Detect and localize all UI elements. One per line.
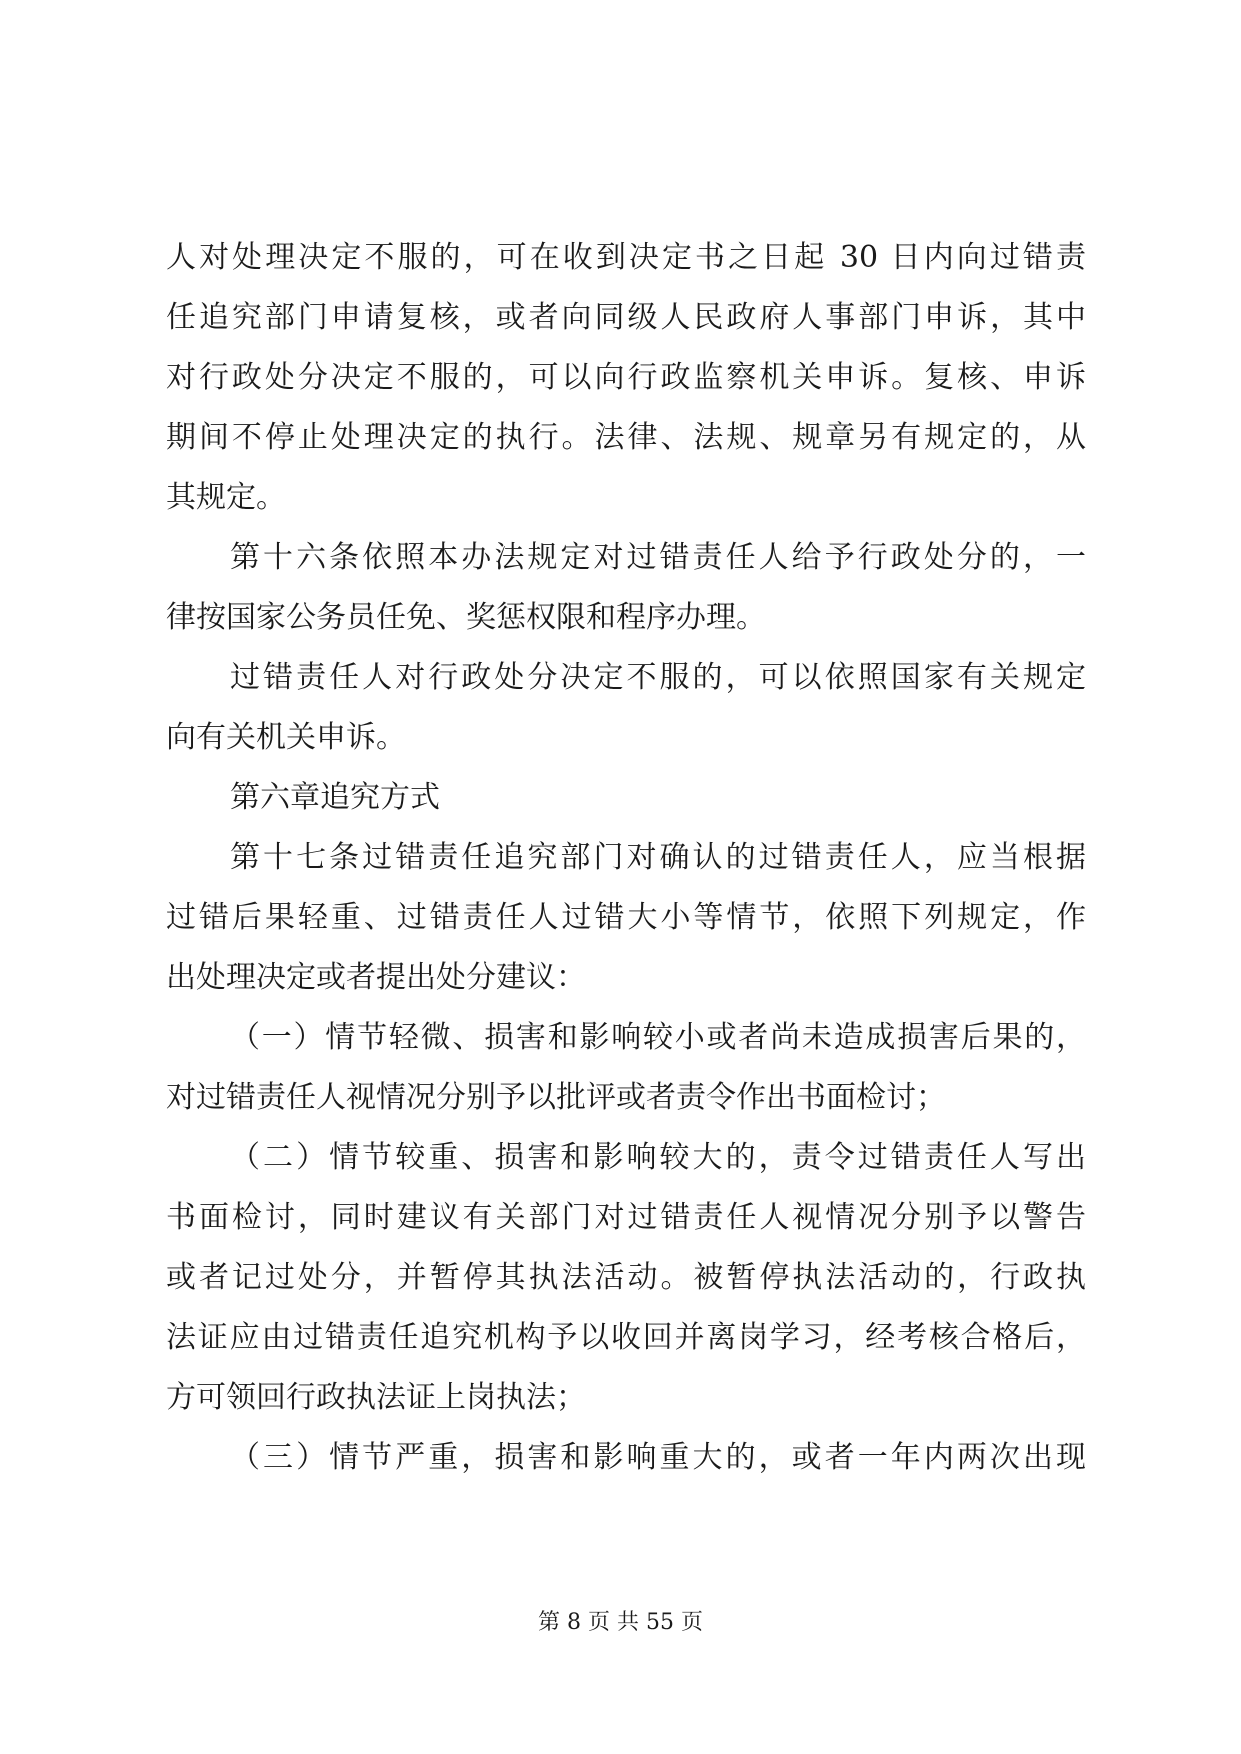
article-17-line-3: 出处理决定或者提出处分建议： [166, 960, 586, 995]
item-2-line-1: （二）情节较重、损害和影响较大的，责令过错责任人写出 [230, 1140, 1086, 1175]
item-3-line-1: （三）情节严重，损害和影响重大的，或者一年内两次出现 [230, 1440, 1086, 1475]
chapter-heading: 第六章追究方式 [230, 780, 440, 815]
item-2-line-4: 法证应由过错责任追究机构予以收回并离岗学习，经考核合格后， [166, 1320, 1086, 1355]
text-line-2: 任追究部门申请复核，或者向同级人民政府人事部门申诉，其中 [166, 300, 1086, 335]
item-1-line-2: 对过错责任人视情况分别予以批评或者责令作出书面检讨； [166, 1080, 946, 1115]
text-line-5: 其规定。 [166, 480, 286, 515]
text-line-4: 期间不停止处理决定的执行。法律、法规、规章另有规定的，从 [166, 420, 1086, 455]
item-2-line-2: 书面检讨，同时建议有关部门对过错责任人视情况分别予以警告 [166, 1200, 1086, 1235]
article-17-line-2: 过错后果轻重、过错责任人过错大小等情节，依照下列规定，作 [166, 900, 1086, 935]
appeal-line-1: 过错责任人对行政处分决定不服的，可以依照国家有关规定 [230, 660, 1086, 695]
article-16-line-2: 律按国家公务员任免、奖惩权限和程序办理。 [166, 600, 766, 635]
item-2-line-5: 方可领回行政执法证上岗执法； [166, 1380, 586, 1415]
item-1-line-1: （一）情节轻微、损害和影响较小或者尚未造成损害后果的， [230, 1020, 1086, 1055]
text-line-1: 人对处理决定不服的，可在收到决定书之日起 30 日内向过错责 [166, 240, 1086, 275]
appeal-line-2: 向有关机关申诉。 [166, 720, 406, 755]
item-2-line-3: 或者记过处分，并暂停其执法活动。被暂停执法活动的，行政执 [166, 1260, 1086, 1295]
article-17-line-1: 第十七条过错责任追究部门对确认的过错责任人，应当根据 [230, 840, 1086, 875]
text-line-3: 对行政处分决定不服的，可以向行政监察机关申诉。复核、申诉 [166, 360, 1086, 395]
page-footer: 第 8 页 共 55 页 [538, 1610, 703, 1635]
article-16-line-1: 第十六条依照本办法规定对过错责任人给予行政处分的，一 [230, 540, 1086, 575]
